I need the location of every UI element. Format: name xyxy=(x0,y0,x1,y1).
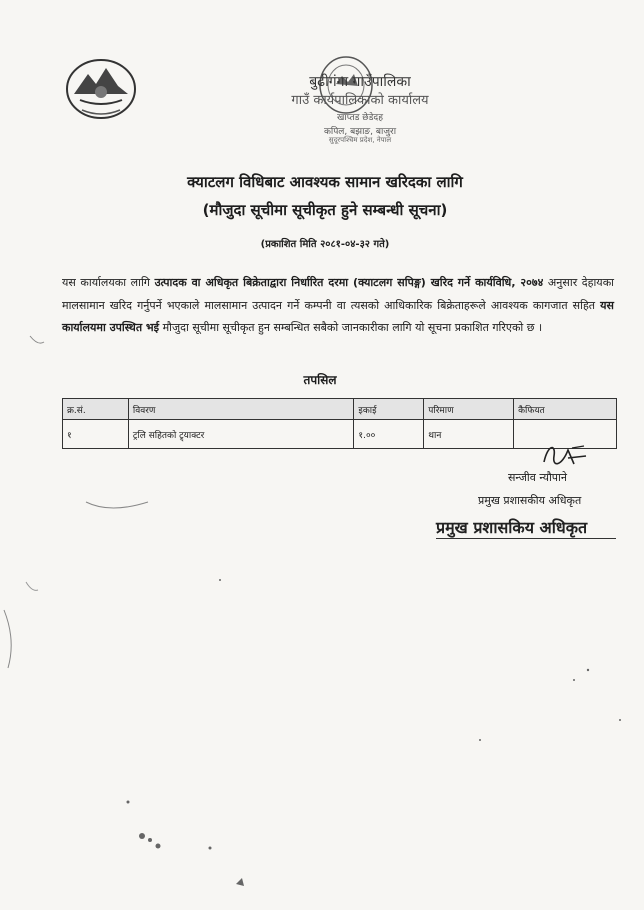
office-province: सुदूरपश्चिम प्रदेश, नेपाल xyxy=(328,136,392,144)
body-part-2: उत्पादक वा अधिकृत बिक्रेताद्वारा निर्धारित दरमा (क्याटलग सपिङ्ग) खरिद गर्ने कार्यविधि, २०७४ xyxy=(154,276,544,289)
column-header: क्र.सं. xyxy=(63,399,129,420)
table-heading: तपसिल xyxy=(303,373,337,387)
office-place: खाप्तड छेडेदह xyxy=(337,113,383,123)
column-header: विवरण xyxy=(128,399,354,420)
signatory-name: सन्जीव न्यौपाने xyxy=(508,471,568,484)
table-cell: १ xyxy=(63,420,129,449)
municipality-name: बुढीगंगा गाउँपालिका xyxy=(309,74,411,90)
office-name: गाउँ कार्यपालिकाको कार्यालय xyxy=(291,93,429,108)
signatory-designation: प्रमुख प्रशासकीय अधिकृत xyxy=(478,494,582,507)
notice-subtitle: (मौजुदा सूचीमा सूचीकृत हुने सम्बन्धी सूचना) xyxy=(202,201,448,219)
body-part-1: यस कार्यालयका लागि xyxy=(62,276,155,289)
column-header: परिमाण xyxy=(424,399,514,420)
published-date: (प्रकाशित मिति २०८१-०४-३२ गते) xyxy=(260,239,390,250)
table-cell: १.०० xyxy=(354,420,424,449)
body-part-4: यस कार्यालयमा उपस्थित भई xyxy=(62,298,614,334)
body-part-5: मौजुदा सूचीमा सूचीकृत हुन सम्बन्धित सबैको जानकारीका लागि यो सूचना प्रकाशित गरिएको छ । xyxy=(159,321,543,334)
column-header: कैफियत xyxy=(514,399,617,420)
table-cell: ट्रलि सहितको ट्र्याक्टर xyxy=(128,420,354,449)
office-district: कपिल, बझाङ, बाजुरा xyxy=(323,127,397,137)
body-part-3: अनुसार देहायका मालसामान खरिद गर्नुपर्ने भएकाले मालसामान उत्पादन गर्ने कम्पनी वा त्यसको आधिकारिक बिक्रेताहरूले आवश्यक कागजात सहित xyxy=(62,276,614,312)
table-cell: थान xyxy=(424,420,514,449)
notice-title: क्याटलग विधिबाट आवश्यक सामान खरिदका लागि xyxy=(187,173,463,191)
column-header: इकाई xyxy=(354,399,424,420)
designation-stamp: प्रमुख प्रशासकिय अधिकृत xyxy=(436,518,588,537)
